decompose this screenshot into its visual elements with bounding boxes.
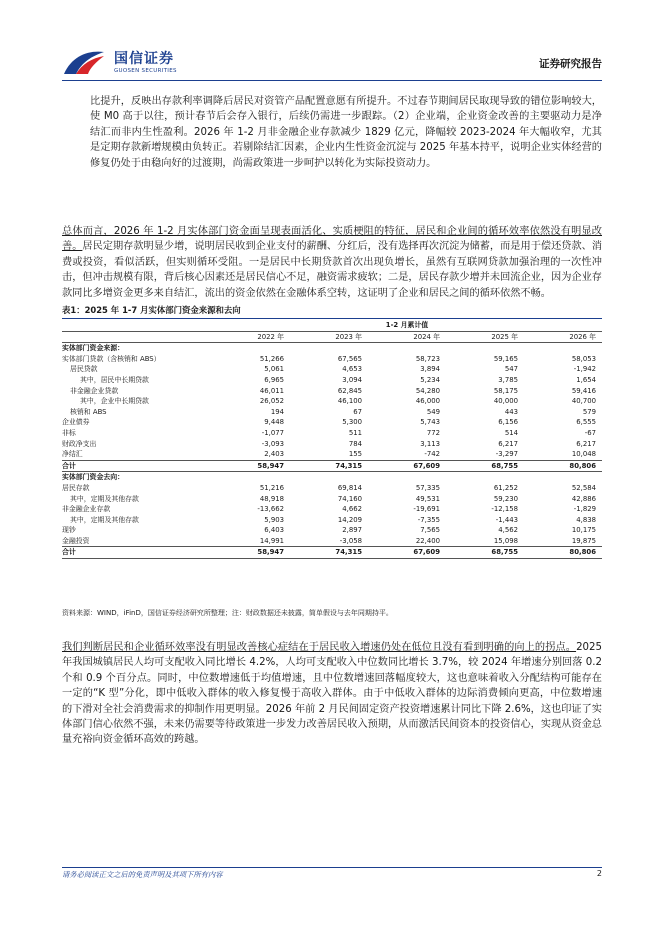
table-total-row xyxy=(62,547,602,559)
cell-value: 48,918 xyxy=(259,494,284,503)
cell-value: 52,584 xyxy=(571,483,596,492)
table-row xyxy=(62,375,602,386)
cell-value: 6,156 xyxy=(498,418,518,427)
page-header xyxy=(62,44,602,80)
footer-divider xyxy=(62,867,602,868)
table-section-row xyxy=(62,472,602,483)
row-label: 现钞 xyxy=(62,526,76,535)
table-total-row xyxy=(62,460,602,472)
cell-value: -1,443 xyxy=(495,515,518,524)
table-row xyxy=(62,536,602,547)
cell-value: 67,609 xyxy=(368,547,446,559)
report-type-label: 证券研究报告 xyxy=(539,58,602,70)
guosen-emblem-icon xyxy=(62,48,106,78)
cell-value: 5,061 xyxy=(264,365,284,374)
table-row xyxy=(62,483,602,494)
cell-value: 549 xyxy=(426,407,440,416)
table-source-note: 资料来源：WIND，iFinD，国信证券经济研究所整理；注：财政数据还未披露，简单假设与去年同期持平。 xyxy=(62,609,393,617)
table-row xyxy=(62,407,602,418)
cell-value: -19,691 xyxy=(413,505,440,514)
cell-value xyxy=(368,472,446,483)
cell-value: 68,755 xyxy=(446,460,524,472)
cell-value: 1,654 xyxy=(576,375,596,384)
cell-value: 3,113 xyxy=(420,439,440,448)
cell-value: 4,662 xyxy=(342,505,362,514)
cell-value: 6,217 xyxy=(576,439,596,448)
table-row xyxy=(62,449,602,460)
cell-value: 5,234 xyxy=(420,375,440,384)
cell-value: -3,058 xyxy=(339,536,362,545)
cell-value: 58,175 xyxy=(493,386,518,395)
row-label: 居民存款 xyxy=(62,483,90,492)
cell-value: 14,991 xyxy=(259,536,284,545)
cell-value xyxy=(212,472,290,483)
table-row xyxy=(62,354,602,365)
table-row xyxy=(62,439,602,450)
cell-value: 547 xyxy=(504,365,518,374)
cell-value: 67 xyxy=(353,407,362,416)
cell-value: 59,165 xyxy=(493,354,518,363)
cell-value: 59,416 xyxy=(571,386,596,395)
row-label: 其中，定期及其他存款 xyxy=(70,515,139,524)
cell-value: 14,209 xyxy=(337,515,362,524)
row-label: 非标 xyxy=(62,428,76,437)
cell-value: 80,806 xyxy=(524,547,602,559)
cell-value: -12,158 xyxy=(491,505,518,514)
cell-value: 10,048 xyxy=(571,450,596,459)
cell-value: -1,829 xyxy=(573,505,596,514)
cell-value: -1,942 xyxy=(573,365,596,374)
judgement-body: 2025 年我国城镇居民人均可支配收入同比增长 4.2%，人均可支配收入中位数同比增长 3.7%，较 2024 年增速分别回落 0.2 个和 0.9 个百分点。同时，中位数增速低于均值增速，且中位数增速回落幅度较大，这也意味着收入分配结构可能存在一定的“K 型”分化，即中低收入群体的收入修复慢于高收入群体。由于中低收入群体的边际消费倾向更高，中位数增速的下滑对全社会消费需求的抑制作用更明显。2026 年前 2 月民间固定资产投资增速累计同比下降 2.6%，这也印证了实体部门信心依然不强，未来仍需要等待政策进一步发力改善居民收入预期，从而激活民间资本的投资信心，实现从资金总量充裕向资金循环高效的跨越。 xyxy=(62,642,602,746)
cell-value: 579 xyxy=(582,407,596,416)
row-label: 净结汇 xyxy=(62,450,83,459)
cell-value: -3,297 xyxy=(495,450,518,459)
year-header: 2025 年 xyxy=(446,331,524,343)
year-header: 2024 年 xyxy=(368,331,446,343)
table-row xyxy=(62,515,602,526)
row-label: 其中，居民中长期贷款 xyxy=(80,375,149,384)
cell-value: 155 xyxy=(348,450,362,459)
cell-value: 784 xyxy=(348,439,362,448)
cell-value xyxy=(212,343,290,354)
cell-value: 6,217 xyxy=(498,439,518,448)
cell-value: 2,897 xyxy=(342,526,362,535)
cell-value: 74,315 xyxy=(290,460,368,472)
table-title-divider xyxy=(62,318,602,319)
cell-value: 58,947 xyxy=(212,460,290,472)
cell-value xyxy=(524,472,602,483)
cell-value: 40,700 xyxy=(571,397,596,406)
cell-value: 4,562 xyxy=(498,526,518,535)
cell-value: 5,903 xyxy=(264,515,284,524)
cell-value: 80,806 xyxy=(524,460,602,472)
cell-value: 51,216 xyxy=(259,483,284,492)
table-row xyxy=(62,494,602,505)
cell-value: 443 xyxy=(504,407,518,416)
cell-value: 49,531 xyxy=(415,494,440,503)
year-header: 2023 年 xyxy=(290,331,368,343)
cell-value xyxy=(446,472,524,483)
row-label: 核销和 ABS xyxy=(70,407,107,416)
table-title: 表1：2025 年 1-7 月实体部门资金来源和去向 xyxy=(62,305,241,315)
cell-value: 46,100 xyxy=(337,397,362,406)
summary-lead-sentence: 总体而言，2026 年 1-2 月实体部门资金面呈现表面活化、实质梗阻的特征，居民和企业间的循环效率依然没有明显改善。 xyxy=(62,226,602,253)
cell-value: 6,555 xyxy=(576,418,596,427)
judgement-lead-sentence: 我们判断居民和企业循环效率没有明显改善核心症结在于居民收入增速仍处在低位且没有看到明确的向上的拐点。 xyxy=(62,642,577,653)
table-row xyxy=(62,386,602,397)
cell-value: 22,400 xyxy=(415,536,440,545)
cell-value: 5,743 xyxy=(420,418,440,427)
table-group-header: 1-2 月累计值 xyxy=(212,320,602,331)
cell-value: 67,609 xyxy=(368,460,446,472)
cell-value: 3,094 xyxy=(342,375,362,384)
cell-value: 54,280 xyxy=(415,386,440,395)
cell-value: 772 xyxy=(426,428,440,437)
cell-value: 68,755 xyxy=(446,547,524,559)
table-row xyxy=(62,364,602,375)
table-row xyxy=(62,428,602,439)
row-label: 实体部门资金去向： xyxy=(62,473,125,482)
row-label: 金融投资 xyxy=(62,536,90,545)
paragraph-summary xyxy=(62,224,602,301)
cell-value xyxy=(368,343,446,354)
paragraph-judgement xyxy=(62,640,602,748)
row-label: 其中，定期及其他存款 xyxy=(70,494,139,503)
cell-value xyxy=(290,472,368,483)
table-row xyxy=(62,417,602,428)
cell-value: 69,814 xyxy=(337,483,362,492)
cell-value: 10,175 xyxy=(571,526,596,535)
cell-value: 6,403 xyxy=(264,526,284,535)
cell-value: 46,000 xyxy=(415,397,440,406)
cell-value: 62,845 xyxy=(337,386,362,395)
cell-value: 4,653 xyxy=(342,365,362,374)
cell-value: 3,785 xyxy=(498,375,518,384)
table-row xyxy=(62,525,602,536)
logo-text-cn: 国信证券 xyxy=(114,51,174,67)
cell-value: 42,886 xyxy=(571,494,596,503)
cell-value: 9,448 xyxy=(264,418,284,427)
cell-value: 59,230 xyxy=(493,494,518,503)
cell-value: 511 xyxy=(348,428,362,437)
year-header: 2026 年 xyxy=(524,331,602,343)
table-group-header-row xyxy=(62,320,602,331)
cell-value: -3,093 xyxy=(261,439,284,448)
paragraph-enterprise: 比提升，反映出存款利率调降后居民对资管产品配置意愿有所提升。不过春节期间居民取现导致的错位影响较大，使 M0 高于以往，预计春节后会存入银行，后续仍需进一步跟踪。（2）企业端，企业资金改善的主要驱动力是净结汇而非内生性盈利。2026 年 1-2 月非金融企业存款减少 1829 亿元，降幅较 2023-2024 年大幅收窄，尤其是定期存款新增规模由负转正。若剔除结汇因素，企业内生性资金沉淀与 2025 年基本持平，说明企业实体经营的修复仍处于由稳向好的过渡期，尚需政策进一步呵护以转化为实际投资动力。 xyxy=(90,96,602,169)
cell-value xyxy=(290,343,368,354)
row-label: 合计 xyxy=(62,547,212,559)
row-label: 合计 xyxy=(62,460,212,472)
cell-value: -7,355 xyxy=(417,515,440,524)
cell-value: 15,098 xyxy=(493,536,518,545)
table-row xyxy=(62,504,602,515)
cell-value: 6,965 xyxy=(264,375,284,384)
row-label: 实体部门资金来源： xyxy=(62,344,125,353)
cell-value: 19,875 xyxy=(571,536,596,545)
cell-value: 58,947 xyxy=(212,547,290,559)
cell-value: -67 xyxy=(584,428,596,437)
row-label: 财政净支出 xyxy=(62,439,97,448)
cell-value xyxy=(524,343,602,354)
cell-value: 2,403 xyxy=(264,450,284,459)
cell-value: -13,662 xyxy=(257,505,284,514)
row-label: 其中，企业中长期贷款 xyxy=(80,397,149,406)
logo-text-en: GUOSEN SECURITIES xyxy=(114,68,177,74)
cell-value: 7,565 xyxy=(420,526,440,535)
cell-value: 194 xyxy=(270,407,284,416)
year-header: 2022 年 xyxy=(212,331,290,343)
disclaimer-note: 请务必阅读正文之后的免责声明及其项下所有内容 xyxy=(62,870,223,879)
cell-value: 3,894 xyxy=(420,365,440,374)
cell-value: 67,565 xyxy=(337,354,362,363)
table-year-header-row xyxy=(62,331,602,343)
cell-value: 26,052 xyxy=(259,397,284,406)
row-label: 实体部门贷款（含核销和 ABS） xyxy=(62,354,161,363)
header-divider xyxy=(62,80,602,81)
row-label: 企业债券 xyxy=(62,418,90,427)
cell-value: 46,011 xyxy=(259,386,284,395)
cell-value: 514 xyxy=(504,428,518,437)
summary-body: 居民定期存款明显少增，说明居民收到企业支付的薪酬、分红后，没有选择再次沉淀为储蓄，而是用于偿还贷款、消费或投资，看似活跃，但实则循环受阻。一是居民中长期贷款首次出现负增长，虽然有互联网贷款加强治理的一次性冲击，但冲击规模有限，背后核心因素还是居民信心不足，融资需求疲软；二是，居民存款少增并未回流企业，因为企业存款同比多增资金更多来自结汇，流出的资金依然在金融体系空转，这证明了企业和居民之间的循环依然不畅。 xyxy=(62,241,603,299)
cell-value: 61,252 xyxy=(493,483,518,492)
cell-value: 57,335 xyxy=(415,483,440,492)
cell-value: 74,315 xyxy=(290,547,368,559)
table-row xyxy=(62,396,602,407)
page-number: 2 xyxy=(596,869,602,878)
cell-value: -742 xyxy=(424,450,440,459)
cell-value: 4,838 xyxy=(576,515,596,524)
funds-table xyxy=(62,320,602,559)
row-label: 居民贷款 xyxy=(70,365,98,374)
row-label: 非金融企业存款 xyxy=(62,505,111,514)
cell-value: 51,266 xyxy=(259,354,284,363)
cell-value: -1,077 xyxy=(261,428,284,437)
cell-value: 74,160 xyxy=(337,494,362,503)
cell-value: 58,723 xyxy=(415,354,440,363)
cell-value: 58,053 xyxy=(571,354,596,363)
cell-value xyxy=(446,343,524,354)
cell-value: 5,300 xyxy=(342,418,362,427)
table-section-row xyxy=(62,343,602,354)
row-label: 非金融企业贷款 xyxy=(70,386,119,395)
cell-value: 40,000 xyxy=(493,397,518,406)
